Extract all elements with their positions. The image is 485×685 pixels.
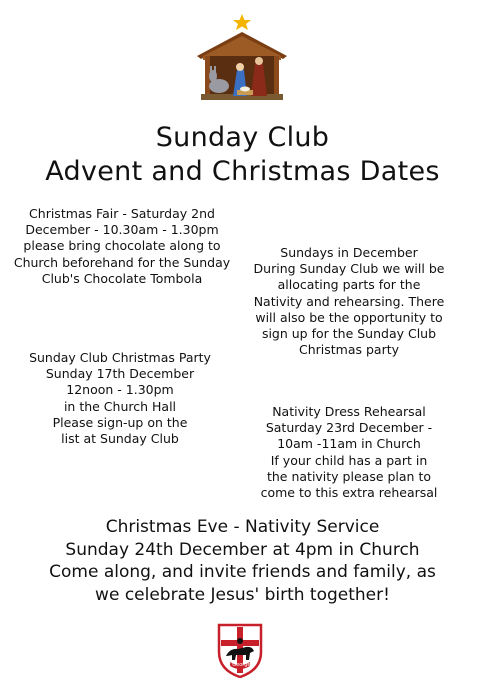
eve-line: Christmas Eve - Nativity Service xyxy=(105,517,380,537)
sundays-in-december-block xyxy=(240,245,458,358)
party-line: Sunday Club Christmas Party xyxy=(29,350,211,365)
christmas-fair-line: December - 10.30am - 1.30pm xyxy=(25,222,219,238)
christmas-fair-line: Church beforehand for the Sunday xyxy=(13,254,231,270)
dress-rehearsal-block xyxy=(240,404,458,501)
svg-text:St George's: St George's xyxy=(225,662,255,668)
christmas-fair-block xyxy=(2,206,242,287)
christmas-fair-line: Club's Chocolate Tombola xyxy=(41,270,203,286)
christmas-fair-line: Christmas Fair - Saturday 2nd xyxy=(29,206,215,221)
page-title: Sunday Club xyxy=(155,122,330,153)
rehearsal-line: Nativity Dress Rehearsal xyxy=(272,404,426,419)
sundays-line: sign up for the Sunday Club xyxy=(261,326,437,342)
party-line: 12noon - 1.30pm xyxy=(66,382,174,398)
sundays-line: During Sunday Club we will be xyxy=(253,261,445,277)
sundays-line: Nativity and rehearsing. There xyxy=(253,293,445,309)
eve-line: we celebrate Jesus' birth together! xyxy=(95,584,390,605)
eve-line: Come along, and invite friends and family, as xyxy=(49,562,436,582)
rehearsal-line: 10am -11am in Church xyxy=(277,436,421,452)
st-georges-crest-icon xyxy=(216,622,264,678)
sundays-line: Sundays in December xyxy=(280,245,418,260)
christmas-fair-line: please bring chocolate along to xyxy=(23,238,221,254)
page-subtitle: Advent and Christmas Dates xyxy=(45,156,440,187)
rehearsal-line: If your child has a part in xyxy=(270,452,428,468)
rehearsal-line: the nativity please plan to xyxy=(266,468,432,484)
party-line: list at Sunday Club xyxy=(61,431,179,447)
nativity-scene-icon xyxy=(193,12,291,102)
party-line: in the Church Hall xyxy=(63,398,177,414)
sundays-line: Christmas party xyxy=(298,342,400,358)
eve-line: Sunday 24th December at 4pm in Church xyxy=(65,539,420,560)
sundays-line: allocating parts for the xyxy=(277,277,421,293)
party-line: Please sign-up on the xyxy=(52,414,188,430)
christmas-eve-block xyxy=(0,516,485,606)
rehearsal-line: Saturday 23rd December - xyxy=(265,420,433,436)
rehearsal-line: come to this extra rehearsal xyxy=(260,485,438,501)
christmas-party-block xyxy=(10,350,230,447)
sundays-line: will also be the opportunity to xyxy=(255,309,443,325)
party-line: Sunday 17th December xyxy=(45,366,195,382)
